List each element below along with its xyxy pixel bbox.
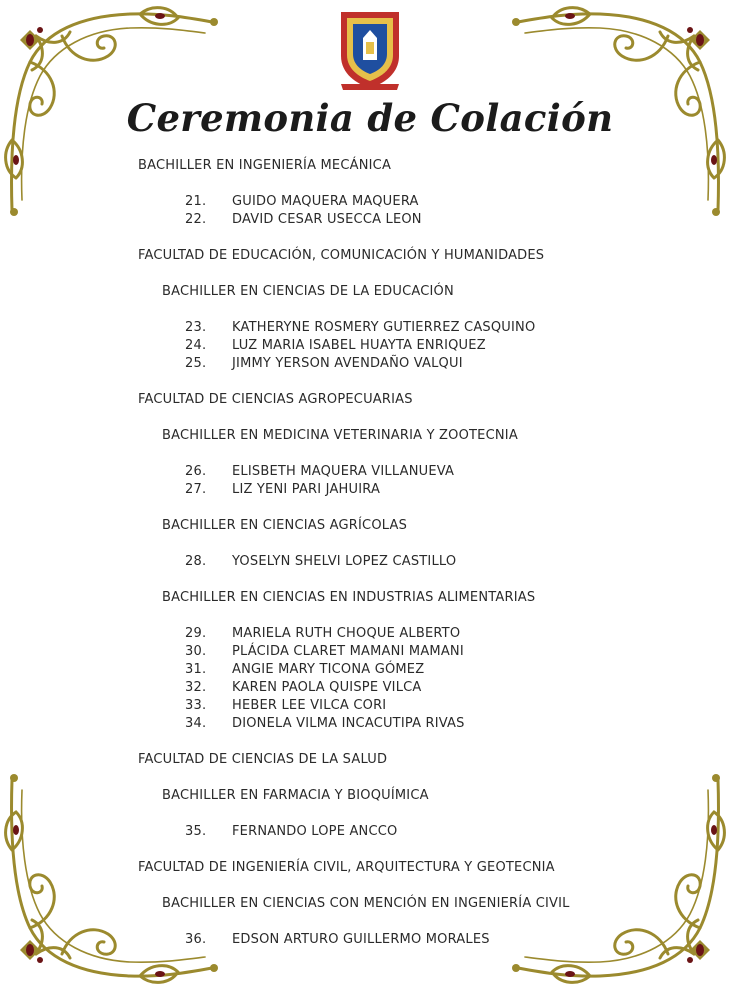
student-number: 28. <box>185 554 207 569</box>
student-name: LIZ YENI PARI JAHUIRA <box>232 482 381 497</box>
student-number: 34. <box>185 716 207 731</box>
program-heading: BACHILLER EN FARMACIA Y BIOQUÍMICA <box>162 788 429 803</box>
student-number: 32. <box>185 680 207 695</box>
program-heading: BACHILLER EN CIENCIAS EN INDUSTRIAS ALIMENTARIAS <box>162 590 536 605</box>
student-name: FERNANDO LOPE ANCCO <box>232 824 398 839</box>
student-number: 35. <box>185 824 207 839</box>
student-number: 24. <box>185 338 207 353</box>
program-heading: BACHILLER EN CIENCIAS AGRÍCOLAS <box>162 518 408 533</box>
faculty-heading: FACULTAD DE EDUCACIÓN, COMUNICACIÓN Y HUMANIDADES <box>138 248 545 263</box>
faculty-heading: FACULTAD DE CIENCIAS AGROPECUARIAS <box>138 392 413 407</box>
page-title: Ceremonia de Colación <box>126 96 614 140</box>
student-name: EDSON ARTURO GUILLERMO MORALES <box>232 932 490 947</box>
student-name: KAREN PAOLA QUISPE VILCA <box>232 680 422 695</box>
student-number: 29. <box>185 626 207 641</box>
program-heading: BACHILLER EN CIENCIAS DE LA EDUCACIÓN <box>162 284 454 299</box>
student-name: ELISBETH MAQUERA VILLANUEVA <box>232 464 455 479</box>
student-name: MARIELA RUTH CHOQUE ALBERTO <box>232 626 461 641</box>
student-number: 22. <box>185 212 207 227</box>
student-name: JIMMY YERSON AVENDAÑO VALQUI <box>232 356 463 371</box>
student-name: DIONELA VILMA INCACUTIPA RIVAS <box>232 716 465 731</box>
student-number: 25. <box>185 356 207 371</box>
student-number: 26. <box>185 464 207 479</box>
student-number: 27. <box>185 482 207 497</box>
university-seal <box>337 8 403 90</box>
student-name: YOSELYN SHELVI LOPEZ CASTILLO <box>232 554 457 569</box>
student-name: KATHERYNE ROSMERY GUTIERREZ CASQUINO <box>232 320 536 335</box>
student-name: DAVID CESAR USECCA LEON <box>232 212 422 227</box>
student-name: HEBER LEE VILCA CORI <box>232 698 387 713</box>
student-name: GUIDO MAQUERA MAQUERA <box>232 194 419 209</box>
student-number: 23. <box>185 320 207 335</box>
faculty-heading: FACULTAD DE INGENIERÍA CIVIL, ARQUITECTURA Y GEOTECNIA <box>138 860 555 875</box>
student-number: 21. <box>185 194 207 209</box>
program-heading: BACHILLER EN INGENIERÍA MECÁNICA <box>138 158 392 173</box>
student-number: 30. <box>185 644 207 659</box>
program-heading: BACHILLER EN MEDICINA VETERINARIA Y ZOOTECNIA <box>162 428 518 443</box>
program-heading: BACHILLER EN CIENCIAS CON MENCIÓN EN INGENIERÍA CIVIL <box>162 896 570 911</box>
student-name: ANGIE MARY TICONA GÓMEZ <box>232 662 425 677</box>
faculty-heading: FACULTAD DE CIENCIAS DE LA SALUD <box>138 752 388 767</box>
student-number: 33. <box>185 698 207 713</box>
student-name: LUZ MARIA ISABEL HUAYTA ENRIQUEZ <box>232 338 486 353</box>
student-number: 36. <box>185 932 207 947</box>
student-number: 31. <box>185 662 207 677</box>
student-name: PLÁCIDA CLARET MAMANI MAMANI <box>232 644 464 659</box>
university-seal-icon <box>337 8 403 90</box>
